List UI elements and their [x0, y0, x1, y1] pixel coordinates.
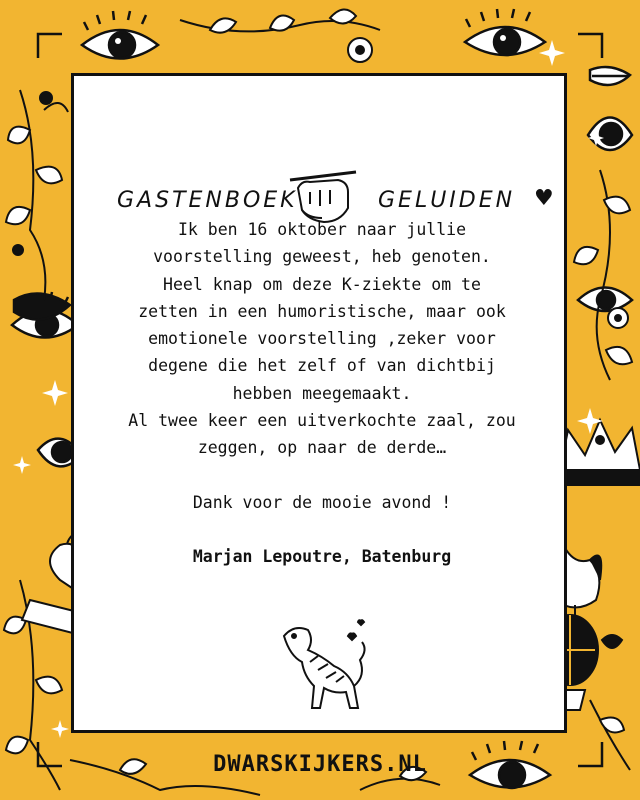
message-line: Al twee keer een uitverkochte zaal, zou	[128, 411, 516, 431]
tiger-icon	[274, 616, 374, 716]
message-signature: Marjan Lepoutre, Batenburg	[192, 546, 452, 566]
message-line: hebben meegemaakt.	[232, 383, 412, 403]
message-thanks: Dank voor de mooie avond !	[192, 492, 452, 512]
guestbook-message	[104, 216, 540, 570]
message-line: Ik ben 16 oktober naar jullie	[177, 220, 467, 239]
eye-icon	[578, 288, 632, 312]
message-line: emotionele voorstelling ,zeker voor	[148, 329, 496, 349]
message-line: zeggen, op naar de derde…	[197, 438, 447, 458]
eye-icon	[588, 118, 632, 151]
message-line: degene die het zelf of van dichtbij	[148, 356, 496, 376]
footer-website[interactable]: DWARSKIJKERS.NL	[213, 752, 427, 777]
eye-icon	[82, 11, 158, 59]
lips-icon	[590, 67, 630, 85]
message-line: Heel knap om deze K-ziekte om te	[163, 274, 481, 294]
heart-icon: ♥	[534, 186, 554, 211]
guestbook-card	[71, 73, 567, 733]
header-title-left: GASTENBOEK	[117, 188, 298, 213]
message-line: zetten in een humoristische, maar ook	[138, 301, 506, 321]
eye-icon	[465, 9, 545, 55]
message-line: voorstelling geweest, heb genoten.	[153, 247, 491, 267]
header-title-right: GELUIDEN	[378, 188, 516, 213]
